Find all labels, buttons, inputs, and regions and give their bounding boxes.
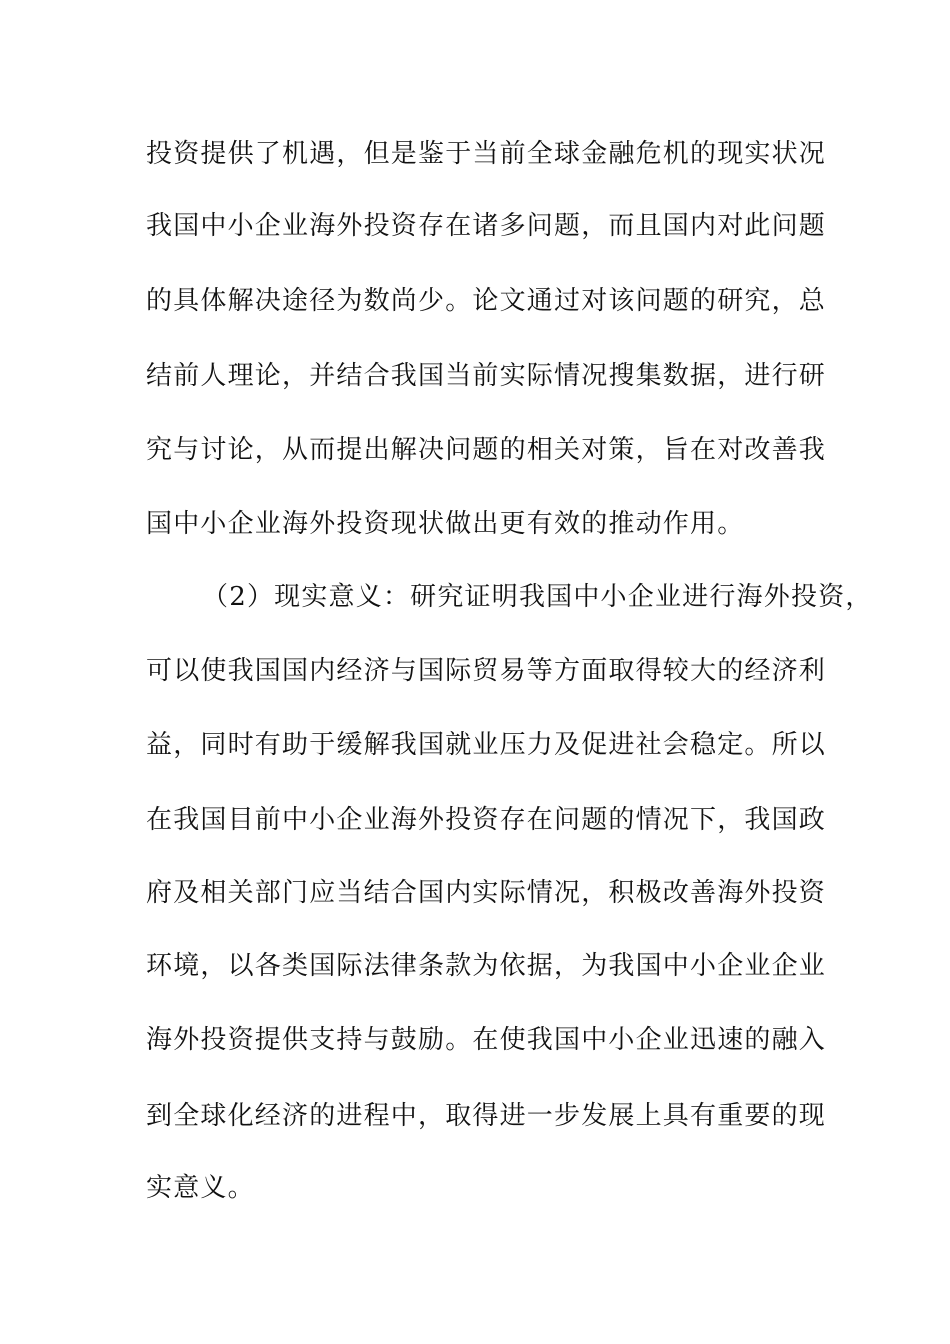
paragraph-line: 府及相关部门应当结合国内实际情况，积极改善海外投资 bbox=[146, 878, 827, 908]
paragraph-line: 海外投资提供支持与鼓励。在使我国中小企业迅速的融入 bbox=[146, 1025, 827, 1055]
paragraph-line: 可以使我国国内经济与国际贸易等方面取得较大的经济利 bbox=[146, 656, 827, 686]
paragraph-line: 结前人理论，并结合我国当前实际情况搜集数据，进行研 bbox=[146, 361, 827, 391]
paragraph-line: 国中小企业海外投资现状做出更有效的推动作用。 bbox=[146, 509, 745, 539]
paragraph-line: 在我国目前中小企业海外投资存在问题的情况下，我国政 bbox=[146, 805, 827, 835]
paragraph-line: 投资提供了机遇，但是鉴于当前全球金融危机的现实状况 bbox=[146, 139, 827, 169]
paragraph-line-indented: （2）现实意义：研究证明我国中小企业进行海外投资， bbox=[202, 582, 873, 612]
paragraph-line: 实意义。 bbox=[146, 1173, 255, 1203]
paragraph-line: 益，同时有助于缓解我国就业压力及促进社会稳定。所以 bbox=[146, 730, 827, 760]
paragraph-line: 究与讨论，从而提出解决问题的相关对策，旨在对改善我 bbox=[146, 435, 827, 465]
paragraph-line: 的具体解决途径为数尚少。论文通过对该问题的研究，总 bbox=[146, 286, 827, 316]
paragraph-line: 环境，以各类国际法律条款为依据，为我国中小企业企业 bbox=[146, 951, 827, 981]
paragraph-line: 到全球化经济的进程中，取得进一步发展上具有重要的现 bbox=[146, 1101, 827, 1131]
paragraph-line: 我国中小企业海外投资存在诸多问题，而且国内对此问题 bbox=[146, 211, 827, 241]
